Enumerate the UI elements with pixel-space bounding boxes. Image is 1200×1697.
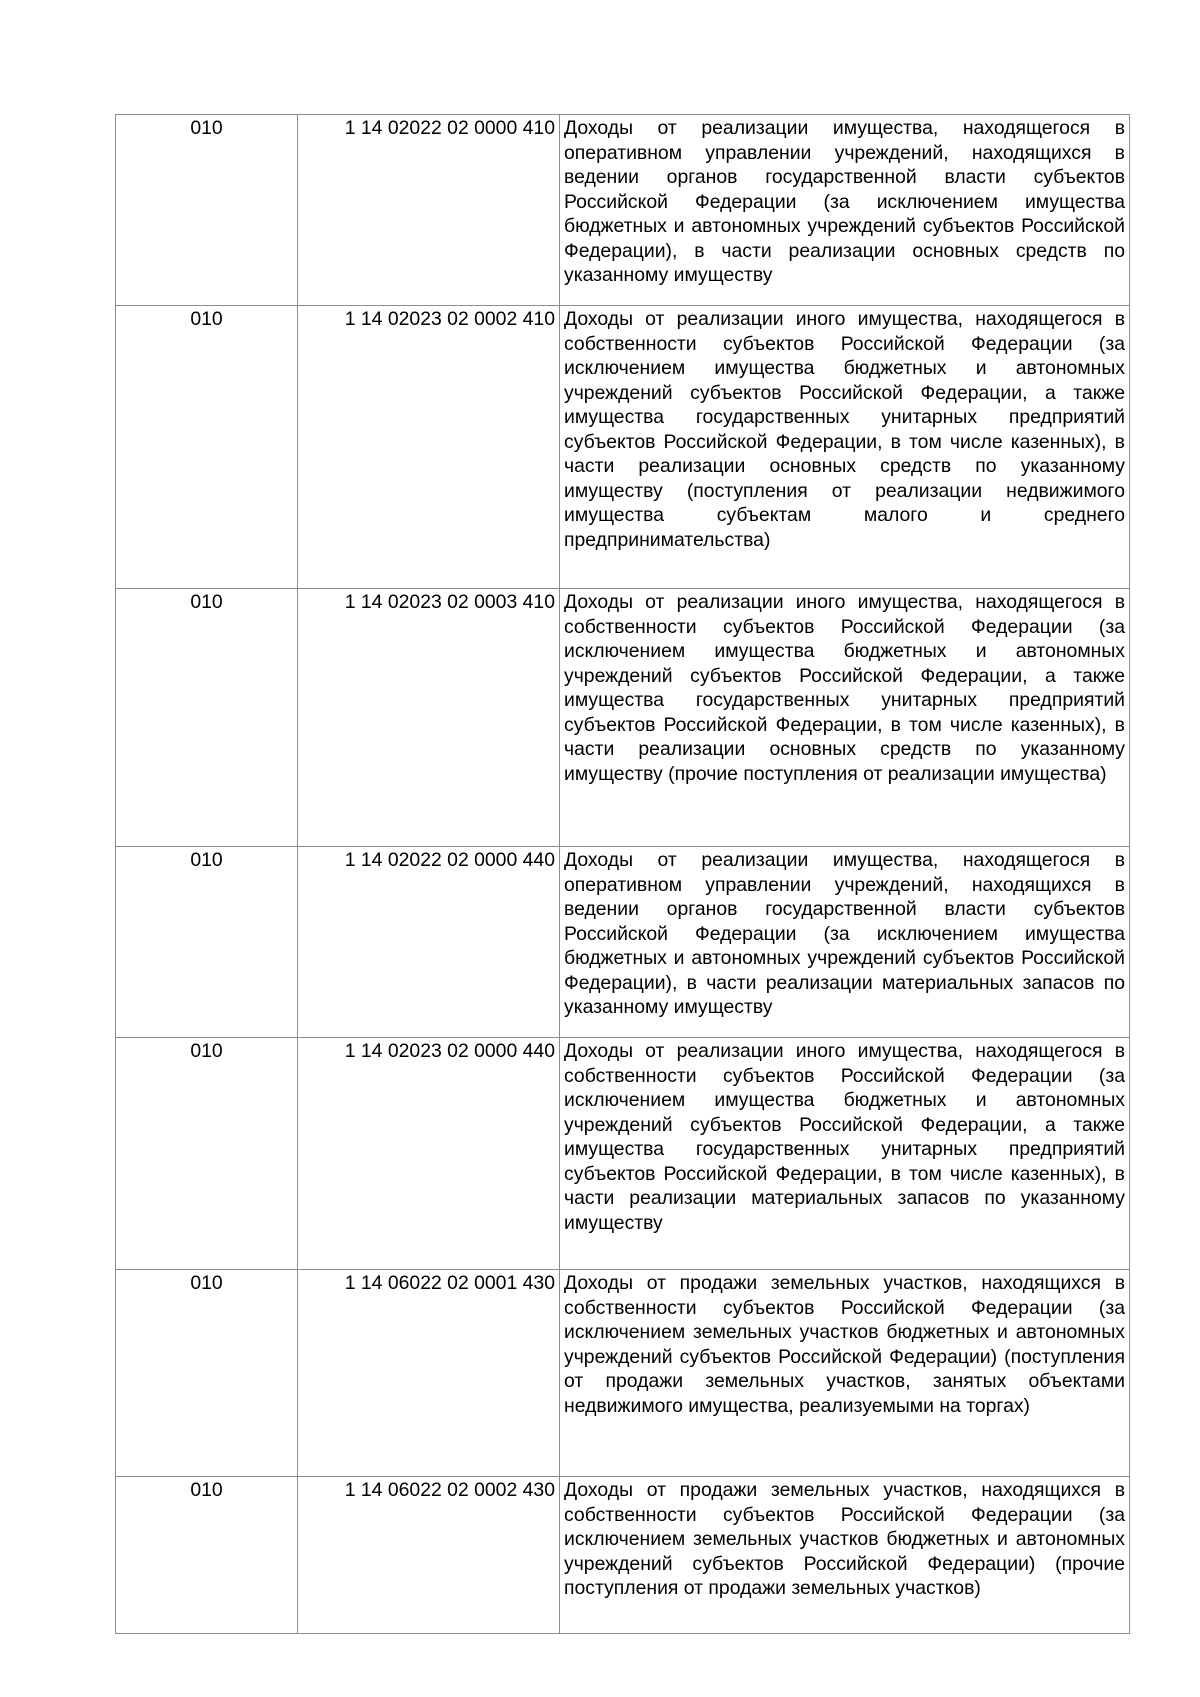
table-row — [116, 306, 1130, 589]
table-row — [116, 589, 1130, 847]
description-cell: Доходы от продажи земельных участков, находящихся в собственности субъектов Российской Федерации (за исключением земельных участков бюджетных и автономных учреждений субъектов Российской Федерации) (поступления от продажи земельных участков, занятых объектами недвижимого имущества, реализуемыми на торгах) — [560, 1270, 1130, 1477]
description-cell: Доходы от продажи земельных участков, находящихся в собственности субъектов Российской Федерации (за исключением земельных участков бюджетных и автономных учреждений субъектов Российской Федерации) (прочие поступления от продажи земельных участков) — [560, 1477, 1130, 1634]
description-cell: Доходы от реализации иного имущества, находящегося в собственности субъектов Российской Федерации (за исключением имущества бюджетных и автономных учреждений субъектов Российской Федерации, а также имущества государственных унитарных предприятий субъектов Российской Федерации, в том числе казенных), в части реализации материальных запасов по указанному имуществу — [560, 1038, 1130, 1270]
admin-code-cell: 010 — [116, 1270, 298, 1477]
admin-code-cell: 010 — [116, 115, 298, 306]
description-cell: Доходы от реализации иного имущества, находящегося в собственности субъектов Российской Федерации (за исключением имущества бюджетных и автономных учреждений субъектов Российской Федерации, а также имущества государственных унитарных предприятий субъектов Российской Федерации, в том числе казенных), в части реализации основных средств по указанному имуществу (прочие поступления от реализации имущества) — [560, 589, 1130, 847]
admin-code-cell: 010 — [116, 589, 298, 847]
admin-code-cell: 010 — [116, 1038, 298, 1270]
description-cell: Доходы от реализации иного имущества, находящегося в собственности субъектов Российской Федерации (за исключением имущества бюджетных и автономных учреждений субъектов Российской Федерации, а также имущества государственных унитарных предприятий субъектов Российской Федерации, в том числе казенных), в части реализации основных средств по указанному имуществу (поступления от реализации недвижимого имущества субъектам малого и среднего предпринимательства) — [560, 306, 1130, 589]
budget-code-cell: 1 14 06022 02 0001 430 — [298, 1270, 560, 1477]
description-cell: Доходы от реализации имущества, находящегося в оперативном управлении учреждений, находящихся в ведении органов государственной власти субъектов Российской Федерации (за исключением имущества бюджетных и автономных учреждений субъектов Российской Федерации), в части реализации основных средств по указанному имуществу — [560, 115, 1130, 306]
table-row — [116, 1477, 1130, 1634]
budget-code-cell: 1 14 02023 02 0003 410 — [298, 589, 560, 847]
table-row — [116, 847, 1130, 1038]
revenue-codes-table — [115, 114, 1130, 1634]
admin-code-cell: 010 — [116, 1477, 298, 1634]
table-row — [116, 1038, 1130, 1270]
table-row — [116, 1270, 1130, 1477]
description-cell: Доходы от реализации имущества, находящегося в оперативном управлении учреждений, находящихся в ведении органов государственной власти субъектов Российской Федерации (за исключением имущества бюджетных и автономных учреждений субъектов Российской Федерации), в части реализации материальных запасов по указанному имуществу — [560, 847, 1130, 1038]
admin-code-cell: 010 — [116, 306, 298, 589]
budget-code-cell: 1 14 02022 02 0000 440 — [298, 847, 560, 1038]
budget-code-cell: 1 14 06022 02 0002 430 — [298, 1477, 560, 1634]
budget-code-cell: 1 14 02023 02 0000 440 — [298, 1038, 560, 1270]
budget-code-cell: 1 14 02023 02 0002 410 — [298, 306, 560, 589]
budget-code-cell: 1 14 02022 02 0000 410 — [298, 115, 560, 306]
table-row — [116, 115, 1130, 306]
admin-code-cell: 010 — [116, 847, 298, 1038]
